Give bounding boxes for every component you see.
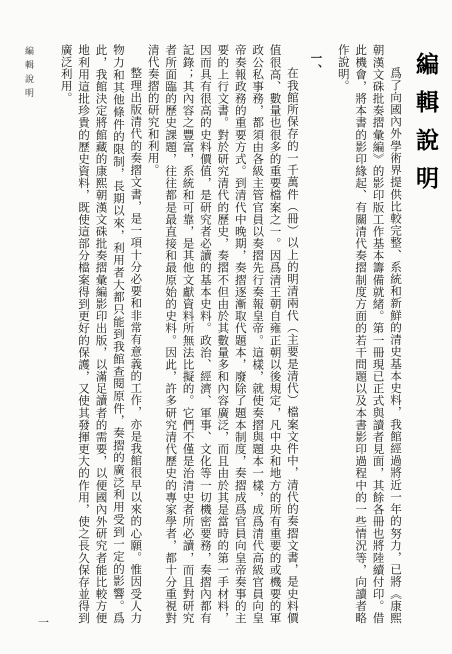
page-heading: 編輯說明: [412, 52, 439, 204]
margin-header: 編輯說明: [23, 46, 33, 102]
intro-paragraph: 爲了向國內外學術界提供比較完整、系統和新鮮的清史基本史料，我館經過將近一年的努力，已將《康熙朝漢文硃批奏摺彙編》的影印版工作基本籌備就緒。第一冊現已正式與讀者見面，其餘各冊也將陸續付印。借此機會，將本書的影印緣起、有關清代奏摺制度方面的若干問題以及本書影印過程中的一些情況等，向讀者略作說明。: [336, 44, 403, 624]
paragraph-one: 在我館所保存的一千萬件（冊）以上的明清兩代（主要是清代）檔案文件中，清代的奏摺文書，是史料價值很高、數量也很多的重要檔案之一。因爲清王朝自雍正朝以後規定，凡中央和地方的所有重要的或機要的軍政公私事務，都須由各級主管官員以奏摺先行奏報皇帝。這樣，就使奏摺與題本一樣，成爲清代高級官員向皇帝奏報政務的重要方式。到清代中晚期，奏摺逐漸取代題本，廢除了題本制度，奏摺成爲官員向皇帝奏事的主要的上行文書。對於研究清代的歷史，奏摺不但由於其數量多和內容廣泛，而且由於其是當時的第一手材料，因而具有很高的史料價值，是研究者必讀的基本史料。政治、經濟、軍事、文化等一切機密要務，奏摺內都有記錄；其內容之豐富，系統和可靠，是其他文獻資料所無法比擬的。它們不僅是治清史者所必讀，而且對研究者所面臨的歷史課題，往往都是最直接和最原始的史料。因此，許多研究清代歷史的專家學者，都十分重視對清代奏摺的研究和利用。: [146, 44, 300, 624]
paragraph-two: 整理出版清代的奏摺文書，是一項十分必要和非常有意義的工作，亦是我館很早以來的心願。惟因受人力物力和其他條件的限制，長期以來，利用者大都只能到我館查閱原件，奏摺的廣泛利用受到一定的影響。爲此，我館決定將館藏的康熙朝漢文硃批奏摺彙編影印出版，以滿足讀者的需要，以便國內外研究者能比較方便地利用這批珍貴的歷史資料，既使這部分檔案得到更好的保護，又使其發揮更大的作用，使之長久保存並得到廣泛利用。: [59, 44, 144, 624]
section-one-marker: 一、: [309, 52, 324, 76]
body-text-block: [34, 44, 404, 624]
page-number: 一: [38, 616, 49, 629]
